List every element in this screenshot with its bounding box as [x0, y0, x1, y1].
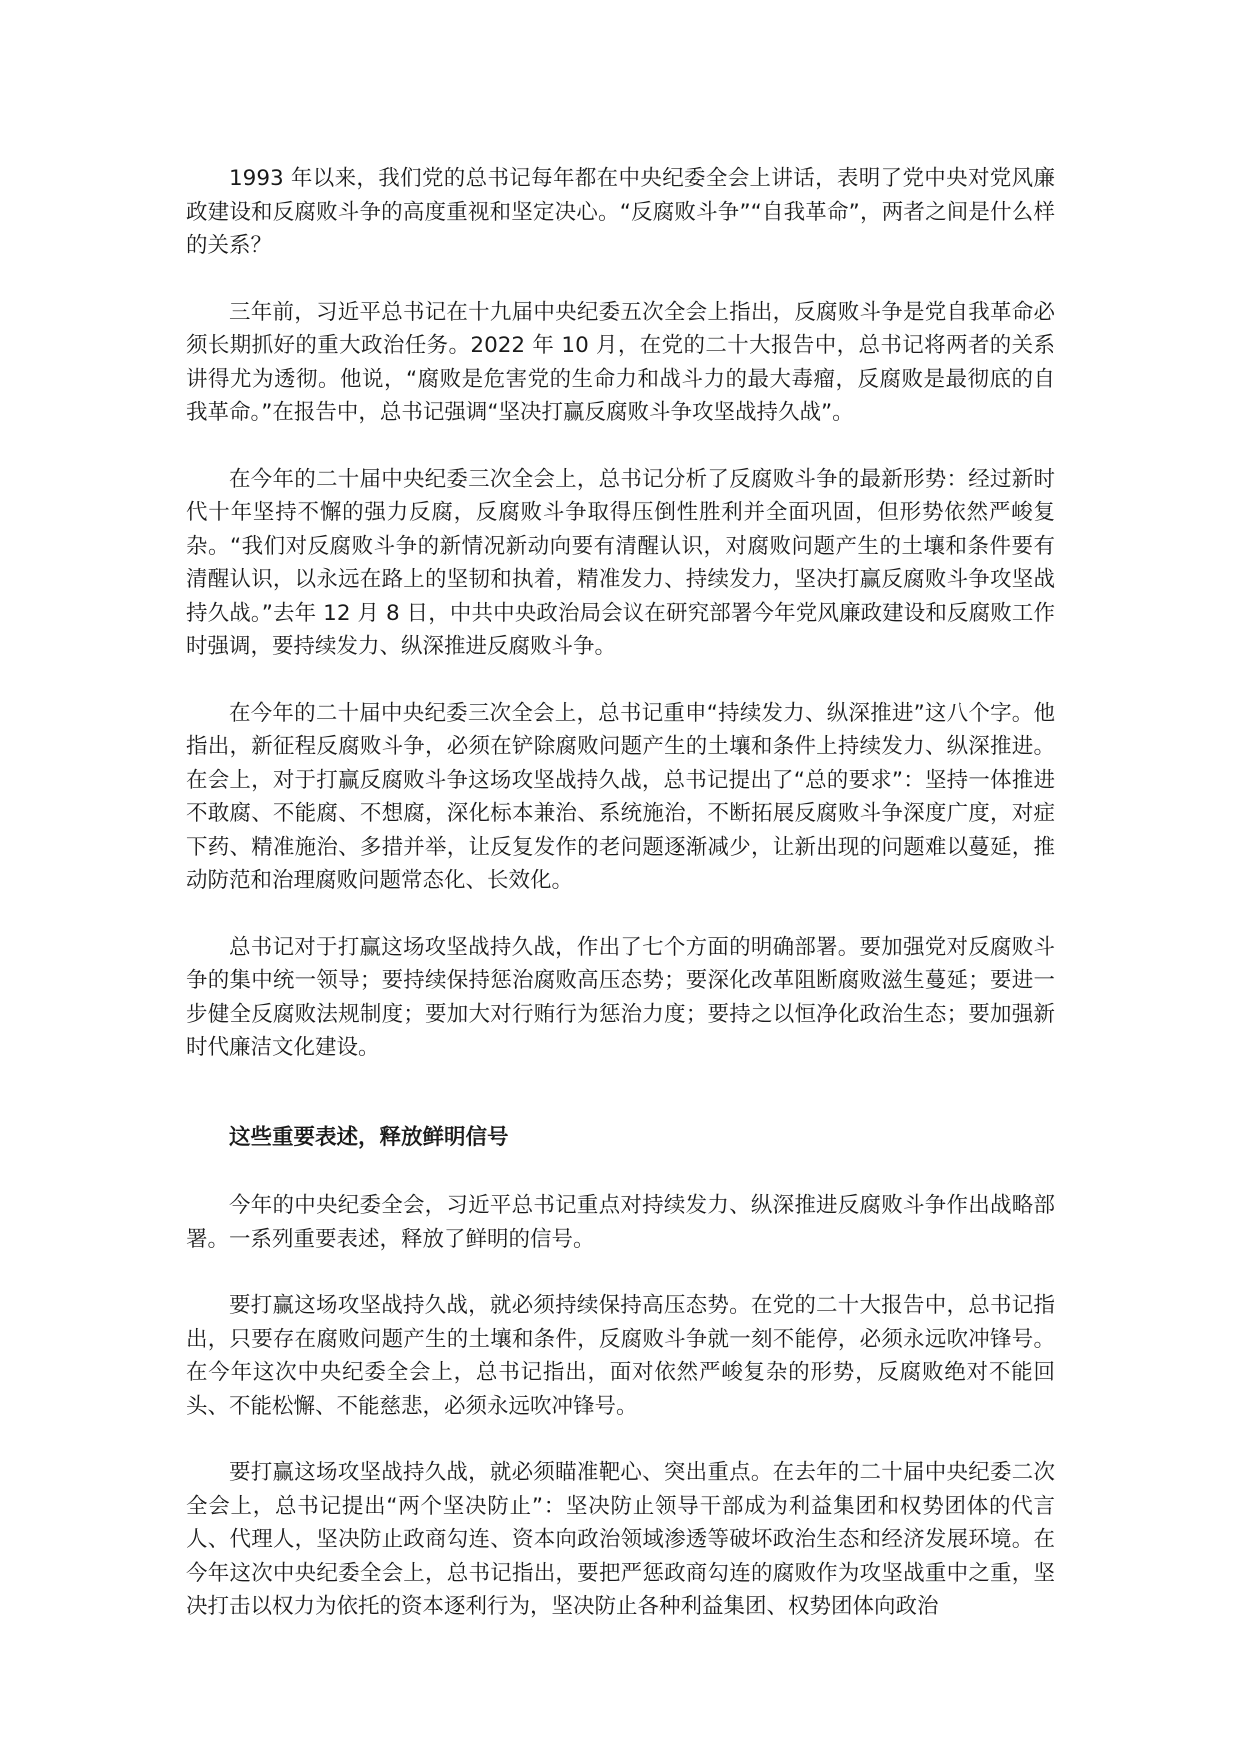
paragraph-1: 1993 年以来，我们党的总书记每年都在中央纪委全会上讲话，表明了党中央对党风廉政建设和反腐败斗争的高度重视和坚定决心。“反腐败斗争”“自我革命”，两者之间是什么样的关系？ — [186, 166, 1055, 258]
document-page — [186, 162, 1055, 1657]
paragraph-4: 在今年的二十届中央纪委三次全会上，总书记重申“持续发力、纵深推进”这八个字。他指出，新征程反腐败斗争，必须在铲除腐败问题产生的土壤和条件上持续发力、纵深推进。在会上，对于打赢反腐败斗争这场攻坚战持久战，总书记提出了“总的要求”：坚持一体推进不敢腐、不能腐、不想腐，深化标本兼治、系统施治，不断拓展反腐败斗争深度广度，对症下药、精准施治、多措并举，让反复发作的老问题逐渐减少，让新出现的问题难以蔓延，推动防范和治理腐败问题常态化、长效化。 — [186, 700, 1055, 893]
paragraph-8: 要打赢这场攻坚战持久战，就必须瞄准靶心、突出重点。在去年的二十届中央纪委二次全会上，总书记提出“两个坚决防止”：坚决防止领导干部成为利益集团和权势团体的代言人、代理人，坚决防止政商勾连、资本向政治领域渗透等破坏政治生态和经济发展环境。在今年这次中央纪委全会上，总书记指出，要把严惩政商勾连的腐败作为攻坚战重中之重，坚决打击以权力为依托的资本逐利行为，坚决防止各种利益集团、权势团体向政治 — [186, 1460, 1055, 1619]
section-heading: 这些重要表述，释放鲜明信号 — [229, 1124, 509, 1150]
paragraph-6: 今年的中央纪委全会，习近平总书记重点对持续发力、纵深推进反腐败斗争作出战略部署。一系列重要表述，释放了鲜明的信号。 — [186, 1193, 1055, 1252]
paragraph-3: 在今年的二十届中央纪委三次全会上，总书记分析了反腐败斗争的最新形势：经过新时代十年坚持不懈的强力反腐，反腐败斗争取得压倒性胜利并全面巩固，但形势依然严峻复杂。“我们对反腐败斗争的新情况新动向要有清醒认识，对腐败问题产生的土壤和条件要有清醒认识，以永远在路上的坚韧和执着，精准发力、持续发力，坚决打赢反腐败斗争攻坚战持久战。”去年 12 月 8 日，中共中央政治局会议在研究部署今年党风廉政建设和反腐败工作时强调，要持续发力、纵深推进反腐败斗争。 — [186, 466, 1055, 659]
paragraph-5: 总书记对于打赢这场攻坚战持久战，作出了七个方面的明确部署。要加强党对反腐败斗争的集中统一领导；要持续保持惩治腐败高压态势；要深化改革阻断腐败滋生蔓延；要进一步健全反腐败法规制度；要加大对行贿行为惩治力度；要持之以恒净化政治生态；要加强新时代廉洁文化建设。 — [186, 934, 1055, 1060]
paragraph-7: 要打赢这场攻坚战持久战，就必须持续保持高压态势。在党的二十大报告中，总书记指出，只要存在腐败问题产生的土壤和条件，反腐败斗争就一刻不能停，必须永远吹冲锋号。在今年这次中央纪委全会上，总书记指出，面对依然严峻复杂的形势，反腐败绝对不能回头、不能松懈、不能慈悲，必须永远吹冲锋号。 — [186, 1293, 1055, 1419]
paragraph-2: 三年前，习近平总书记在十九届中央纪委五次全会上指出，反腐败斗争是党自我革命必须长期抓好的重大政治任务。2022 年 10 月，在党的二十大报告中，总书记将两者的关系讲得尤为透彻。他说，“腐败是危害党的生命力和战斗力的最大毒瘤，反腐败是最彻底的自我革命。”在报告中，总书记强调“坚决打赢反腐败斗争攻坚战持久战”。 — [186, 299, 1055, 425]
